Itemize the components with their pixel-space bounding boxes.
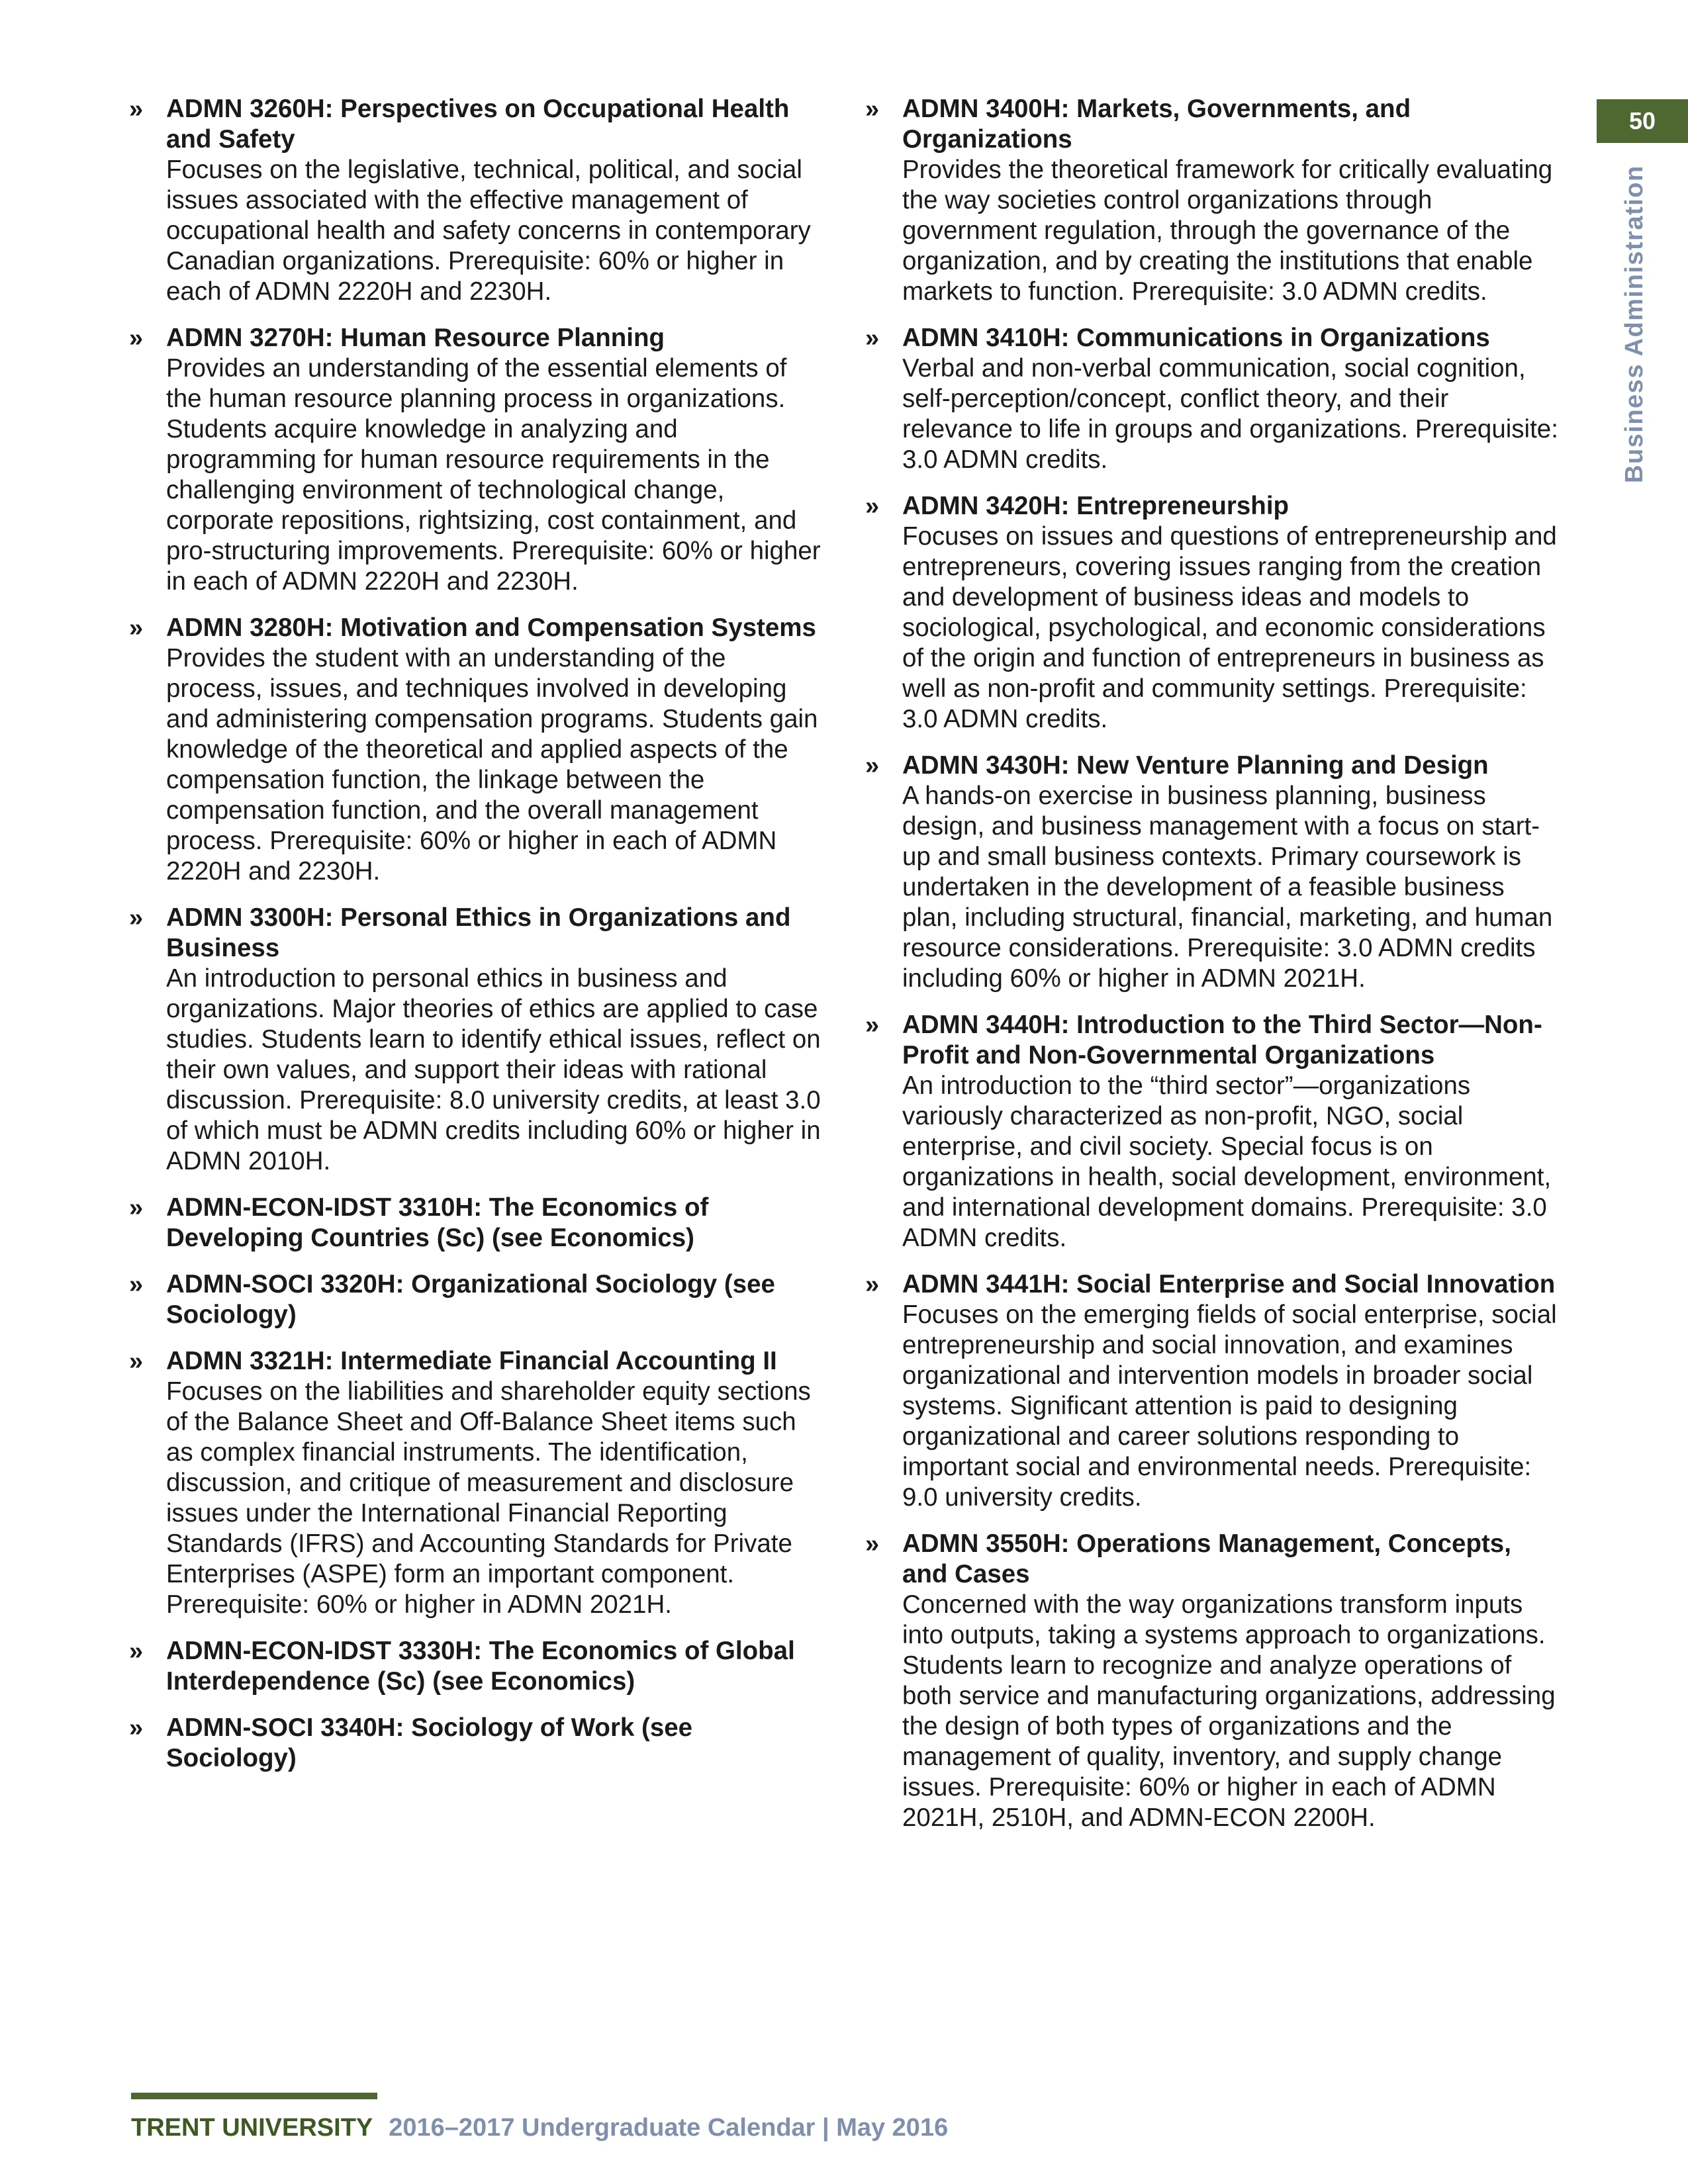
bullet-icon: » [865,1530,880,1558]
course-title: ADMN 3441H: Social Enterprise and Social Innovation [902,1270,1556,1298]
course-description: Focuses on the legislative, technical, political, and social issues associated with the effective management of occupational health and safety concerns in contemporary Canadian organizations. Prerequisite: 60% or higher in each of ADMN 2220H and 2230H. [166,156,811,306]
course-entry-admn-3400h [865,94,1560,307]
course-entry-admn-soci-3320h [129,1269,824,1330]
course-title: ADMN-ECON-IDST 3310H: The Economics of Developing Countries (Sc) (see Economics) [166,1193,709,1252]
bullet-icon: » [129,1347,144,1375]
section-label-text: Business Administration [1620,165,1648,483]
course-entry-admn-3550h [865,1529,1560,1833]
bullet-icon: » [129,95,144,123]
course-description: Focuses on issues and questions of entrepreneurship and entrepreneurs, covering issues ranging from the creation and development of business ideas and models to sociological, psychological, and economic considerations of the origin and function of entrepreneurs in business as well as non-profit and community settings. Prerequisite: 3.0 ADMN credits. [902,522,1557,733]
bullet-icon: » [865,324,880,352]
course-title: ADMN 3410H: Communications in Organizations [902,324,1490,352]
bullet-icon: » [129,1714,144,1742]
course-title: ADMN-SOCI 3320H: Organizational Sociology (see Sociology) [166,1270,775,1329]
bullet-icon: » [129,614,144,642]
course-title: ADMN 3280H: Motivation and Compensation Systems [166,614,816,642]
course-entry-admn-3270h [129,323,824,597]
bullet-icon: » [865,1271,880,1298]
course-entry-admn-3260h [129,94,824,307]
course-entry-admn-econ-idst-3310h [129,1193,824,1253]
course-title: ADMN 3440H: Introduction to the Third Sector—Non-Profit and Non-Governmental Organizations [902,1011,1542,1069]
course-title: ADMN 3400H: Markets, Governments, and Organizations [902,95,1411,154]
course-description: Verbal and non-verbal communication, social cognition, self-perception/concept, conflict theory, and their relevance to life in groups and organizations. Prerequisite: 3.0 ADMN credits. [902,354,1558,474]
left-column [129,94,824,1790]
course-description: Focuses on the emerging fields of social enterprise, social entrepreneurship and social innovation, and examines organizational and intervention models in broader social systems. Significant attention is paid to designing organizational and career solutions responding to important social and environmental needs. Prerequisite: 9.0 university credits. [902,1300,1557,1512]
bullet-icon: » [129,1637,144,1665]
course-entry-admn-3280h [129,613,824,887]
course-title: ADMN 3270H: Human Resource Planning [166,324,665,352]
course-entry-admn-econ-idst-3330h [129,1636,824,1697]
bullet-icon: » [865,492,880,520]
bullet-icon: » [865,95,880,123]
bullet-icon: » [129,324,144,352]
course-description: A hands-on exercise in business planning, business design, and business management with a focus on start-up and small business contexts. Primary coursework is undertaken in the development of a feasible business plan, including structural, financial, marketing, and human resource considerations. Prerequisite: 3.0 ADMN credits including 60% or higher in ADMN 2021H. [902,782,1553,993]
footer-calendar: 2016–2017 Undergraduate Calendar | May 2016 [389,2114,949,2142]
course-description: An introduction to the “third sector”—organizations variously characterized as non-profit, NGO, social enterprise, and civil society. Special focus is on organizations in health, social development, environment, and international development domains. Prerequisite: 3.0 ADMN credits. [902,1071,1552,1252]
course-title: ADMN-ECON-IDST 3330H: The Economics of Global Interdependence (Sc) (see Economics) [166,1637,795,1696]
bullet-icon: » [865,1011,880,1039]
course-entry-admn-3410h [865,323,1560,475]
course-entry-admn-3300h [129,903,824,1177]
course-title: ADMN 3430H: New Venture Planning and Design [902,751,1489,780]
course-description: Provides the student with an understanding of the process, issues, and techniques involved in developing and administering compensation programs. Students gain knowledge of the theoretical and applied aspects of the compensation function, the linkage between the compensation function, and the overall management process. Prerequisite: 60% or higher in each of ADMN 2220H and 2230H. [166,644,818,886]
course-title: ADMN 3420H: Entrepreneurship [902,492,1289,520]
right-column [865,94,1560,1849]
course-entry-admn-3430h [865,751,1560,994]
bullet-icon: » [865,752,880,780]
course-title: ADMN 3321H: Intermediate Financial Accounting II [166,1347,777,1375]
course-entry-admn-soci-3340h [129,1713,824,1774]
course-entry-admn-3321h [129,1346,824,1620]
course-description: An introduction to personal ethics in business and organizations. Major theories of ethics are applied to case studies. Students learn to identify ethical issues, reflect on their own values, and support their ideas with rational discussion. Prerequisite: 8.0 university credits, at least 3.0 of which must be ADMN credits including 60% or higher in ADMN 2010H. [166,964,821,1175]
bullet-icon: » [129,1271,144,1298]
page-number: 50 [1597,99,1688,143]
section-side-label [1615,165,1655,483]
bullet-icon: » [129,904,144,932]
course-description: Concerned with the way organizations transform inputs into outputs, taking a systems approach to organizations. Students learn to recognize and analyze operations of both service and manufacturing organizations, addressing the design of both types of organizations and the management of quality, inventory, and supply change issues. Prerequisite: 60% or higher in each of ADMN 2021H, 2510H, and ADMN-ECON 2200H. [902,1590,1556,1832]
bullet-icon: » [129,1194,144,1222]
course-entry-admn-3420h [865,491,1560,735]
course-entry-admn-3441h [865,1269,1560,1513]
course-title: ADMN 3300H: Personal Ethics in Organizations and Business [166,903,791,962]
course-title: ADMN 3550H: Operations Management, Concepts, and Cases [902,1529,1511,1588]
course-entry-admn-3440h [865,1010,1560,1253]
course-description: Provides the theoretical framework for critically evaluating the way societies control organizations through government regulation, through the governance of the organization, and by creating the institutions that enable markets to function. Prerequisite: 3.0 ADMN credits. [902,156,1553,306]
course-description: Focuses on the liabilities and shareholder equity sections of the Balance Sheet and Off-Balance Sheet items such as complex financial instruments. The identification, discussion, and critique of measurement and disclosure issues under the International Financial Reporting Standards (IFRS) and Accounting Standards for Private Enterprises (ASPE) form an important component. Prerequisite: 60% or higher in ADMN 2021H. [166,1377,811,1619]
footer-rule [131,2093,377,2099]
course-title: ADMN 3260H: Perspectives on Occupational Health and Safety [166,95,790,154]
footer-university: TRENT UNIVERSITY [131,2114,373,2142]
page-footer [131,2111,948,2144]
course-title: ADMN-SOCI 3340H: Sociology of Work (see Sociology) [166,1713,693,1772]
course-description: Provides an understanding of the essential elements of the human resource planning process in organizations. Students acquire knowledge in analyzing and programming for human resource requirements in the challenging environment of technological change, corporate repositions, rightsizing, cost containment, and pro-structuring improvements. Prerequisite: 60% or higher in each of ADMN 2220H and 2230H. [166,354,821,596]
